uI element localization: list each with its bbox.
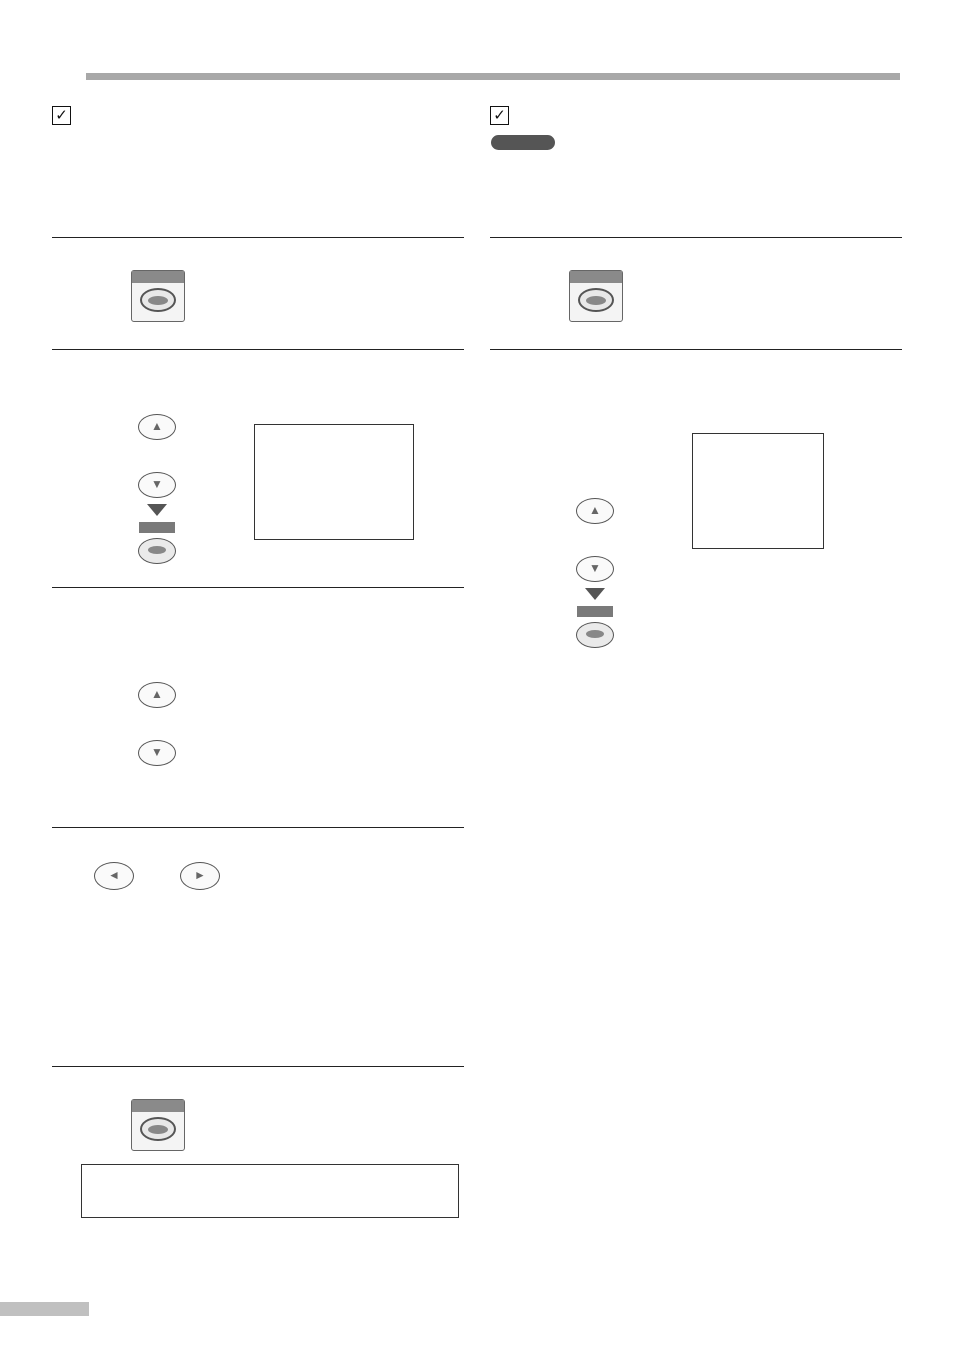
tv-badge (491, 135, 555, 150)
checkbox-icon: ✓ (52, 106, 71, 125)
step-divider (52, 1066, 464, 1067)
setup-button-icon (131, 270, 185, 322)
cursor-right-icon: ► (180, 862, 220, 890)
checkbox-icon: ✓ (490, 106, 509, 125)
step-divider (52, 587, 464, 588)
step-divider (490, 237, 902, 238)
step-divider (52, 349, 464, 350)
closed-caption-title (490, 100, 515, 129)
note-box (81, 1164, 459, 1218)
cursor-left-icon: ◄ (94, 862, 134, 890)
header-bar (86, 73, 900, 80)
cc-step2-text (516, 354, 906, 374)
cursor-down-icon: ▼ (138, 472, 176, 498)
tv-setup-menu (692, 433, 824, 549)
cursor-up-icon: ▲ (576, 498, 614, 524)
step-divider (490, 349, 902, 350)
page-number-bar (0, 1302, 89, 1316)
enter-label (577, 606, 613, 617)
enter-button-icon (576, 622, 614, 648)
arrow-down-icon (585, 588, 605, 600)
enter-button-icon (138, 538, 176, 564)
step-divider (52, 237, 464, 238)
setup-button-icon (131, 1099, 185, 1151)
setup-button-icon (569, 270, 623, 322)
cursor-down-icon: ▼ (576, 556, 614, 582)
picture-adjustment-title (52, 100, 77, 129)
step3-text (78, 592, 468, 612)
step2-text (78, 354, 458, 374)
tv-setup-menu (254, 424, 414, 540)
cursor-up-icon: ▲ (138, 682, 176, 708)
cursor-up-icon: ▲ (138, 414, 176, 440)
arrow-down-icon (147, 504, 167, 516)
note-text (93, 1184, 101, 1216)
cursor-down-icon: ▼ (138, 740, 176, 766)
enter-label (139, 522, 175, 533)
step-divider (52, 827, 464, 828)
